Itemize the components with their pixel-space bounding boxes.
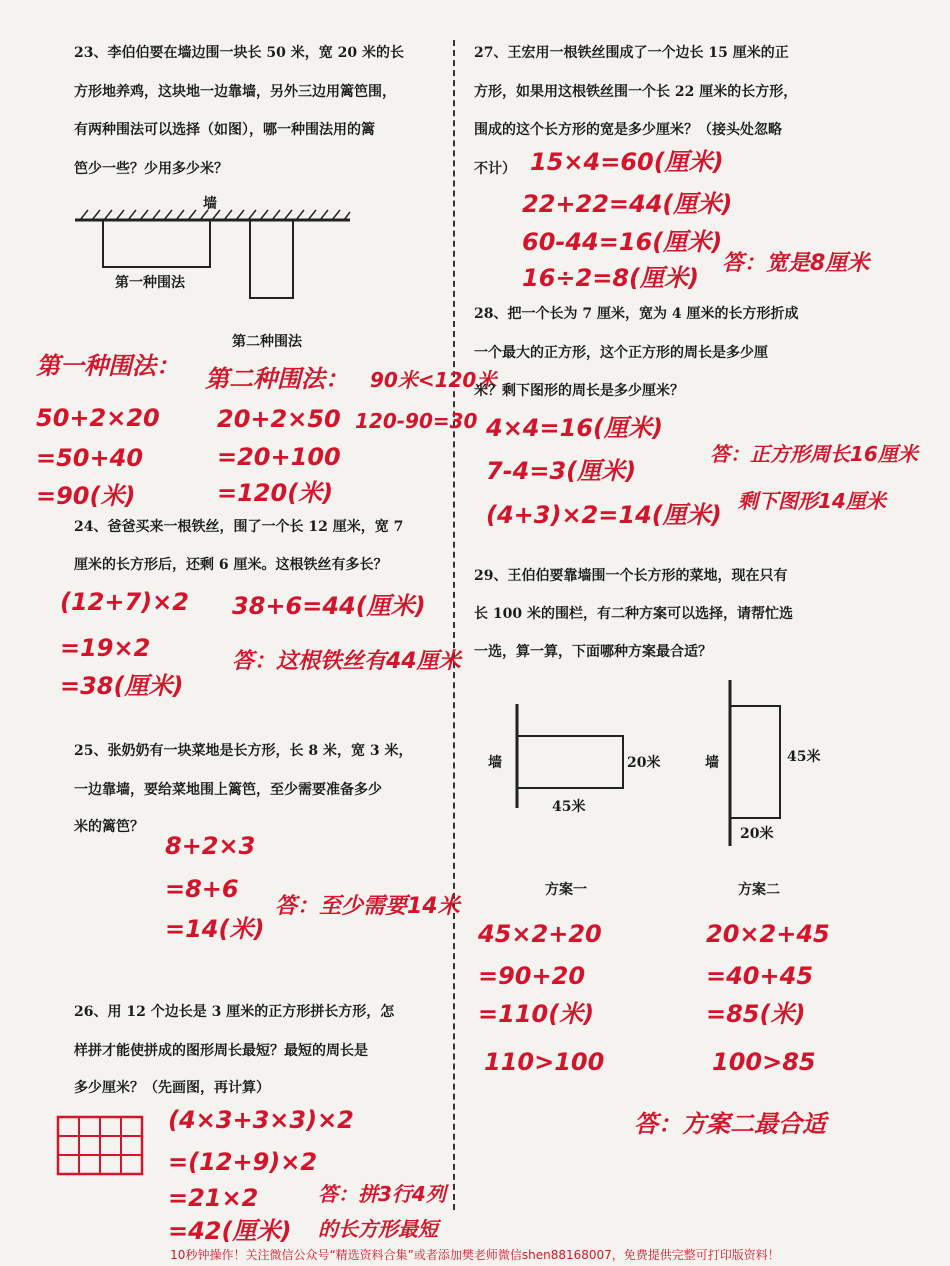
q26-grid-drawing [56, 1115, 146, 1177]
q26-work-2: =(12+9)×2 [168, 1148, 318, 1176]
q25-work-4: 答：至少需要14米 [275, 894, 460, 919]
q26-work-5: 答：拼3行4列 [318, 1182, 446, 1206]
q23-diagram [70, 195, 370, 335]
q23-method1-label: 第一种围法 [115, 275, 185, 291]
q29-work1-3: =110(米) [478, 1000, 595, 1028]
q24-work-4: 38+6=44(厘米) [232, 592, 426, 620]
q27-line-2: 方形，如果用这根铁丝围一个长 22 厘米的长方形， [474, 84, 798, 100]
q24-work-5: 答：这根铁丝有44厘米 [232, 649, 461, 674]
q28-work-3: (4+3)×2=14(厘米) [486, 501, 722, 529]
q27-work-3: 60-44=16(厘米) [522, 228, 723, 256]
q24-line-2: 厘米的长方形后，还剩 6 厘米。这根铁丝有多长？ [74, 557, 388, 573]
q27-line-3: 围成的这个长方形的宽是多少厘米？（接头处忽略 [474, 122, 782, 138]
q29-wall-label-2: 墙 [705, 755, 719, 771]
q28-work-5: 剩下图形14厘米 [738, 489, 886, 513]
q29-line-1: 29、王伯伯要靠墙围一个长方形的菜地，现在只有 [474, 568, 788, 584]
q26-work-6: 的长方形最短 [318, 1217, 438, 1241]
q29-work1-4: 110>100 [484, 1048, 605, 1076]
q25-work-2: =8+6 [165, 875, 239, 903]
q28-work-1: 4×4=16(厘米) [486, 414, 663, 442]
q27-work-4: 16÷2=8(厘米) [522, 264, 699, 292]
q23-work-3: =50+40 [36, 444, 144, 472]
q23-work-8: =120(米) [217, 479, 334, 507]
q29-work2-1: 20×2+45 [706, 920, 830, 948]
q26-line-1: 26、用 12 个边长是 3 厘米的正方形拼长方形，怎 [74, 1004, 395, 1020]
q27-line-1: 27、王宏用一根铁丝围成了一个边长 15 厘米的正 [474, 45, 789, 61]
q23-line-2: 方形地养鸡，这块地一边靠墙，另外三边用篱笆围， [74, 84, 396, 100]
q28-work-2: 7-4=3(厘米) [486, 457, 637, 485]
q23-line-1: 23、李伯伯要在墙边围一块长 50 米，宽 20 米的长 [74, 45, 404, 61]
q26-work-1: (4×3+3×3)×2 [168, 1106, 354, 1134]
q24-work-1: (12+7)×2 [60, 588, 189, 616]
q28-work-4: 答：正方形周长16厘米 [710, 442, 918, 466]
footer-notice: 10秒钟操作！关注微信公众号“精选资料合集”或者添加樊老师微信shen88168007，免费提供完整可打印版资料！ [170, 1248, 780, 1262]
q29-line-2: 长 100 米的围栏，有二种方案可以选择，请帮忙选 [474, 606, 793, 622]
q29-work2-3: =85(米) [706, 1000, 806, 1028]
q28-line-1: 28、把一个长为 7 厘米，宽为 4 厘米的长方形折成 [474, 306, 799, 322]
q23-line-3: 有两种围法可以选择（如图），哪一种围法用的篱 [74, 122, 375, 138]
q24-work-3: =38(厘米) [60, 672, 184, 700]
q23-work-6: 20+2×50 [217, 405, 341, 433]
q23-wall-label: 墙 [203, 196, 217, 212]
q23-work-2: 50+2×20 [36, 404, 160, 432]
q26-work-3: =21×2 [168, 1184, 259, 1212]
q29-work1-1: 45×2+20 [478, 920, 602, 948]
q26-line-2: 样拼才能使拼成的图形周长最短？最短的周长是 [74, 1043, 368, 1059]
q23-line-4: 笆少一些？少用多少米？ [74, 161, 228, 177]
q26-line-3: 多少厘米？（先画图，再计算） [74, 1080, 270, 1096]
q29-wall-label-1: 墙 [488, 755, 502, 771]
q27-line-4: 不计） [474, 161, 516, 177]
q23-method2-label: 第二种围法 [232, 334, 302, 350]
q29-plan2-title: 方案二 [738, 882, 780, 898]
q29-plan1-side: 20米 [627, 755, 661, 771]
q25-work-1: 8+2×3 [165, 832, 256, 860]
q23-work-10: 120-90=30 [355, 409, 478, 433]
q29-work2-4: 100>85 [712, 1048, 816, 1076]
q29-plan1-bottom: 45米 [552, 799, 586, 815]
q29-work1-2: =90+20 [478, 962, 586, 990]
q23-work-5: 第二种围法： [205, 365, 349, 393]
q29-plan1-title: 方案一 [545, 882, 587, 898]
column-divider [453, 40, 455, 1210]
q28-line-3: 米？剩下图形的周长是多少厘米？ [474, 383, 684, 399]
q27-work-5: 答：宽是8厘米 [722, 251, 870, 276]
q27-work-1: 15×4=60(厘米) [530, 148, 724, 176]
q29-work2-2: =40+45 [706, 962, 814, 990]
q25-line-1: 25、张奶奶有一块菜地是长方形，长 8 米，宽 3 米， [74, 743, 413, 759]
q26-work-4: =42(厘米) [168, 1217, 292, 1245]
q27-work-2: 22+22=44(厘米) [522, 190, 733, 218]
q23-work-1: 第一种围法： [36, 352, 180, 380]
q23-work-4: =90(米) [36, 482, 136, 510]
q24-line-1: 24、爸爸买来一根铁丝，围了一个长 12 厘米，宽 7 [74, 519, 404, 535]
q25-line-2: 一边靠墙，要给菜地围上篱笆，至少需要准备多少 [74, 782, 382, 798]
q25-work-3: =14(米) [165, 915, 265, 943]
q29-plan2-bottom: 20米 [740, 826, 774, 842]
q23-work-9: 90米<120米 [370, 368, 497, 392]
q29-line-3: 一选，算一算，下面哪种方案最合适？ [474, 644, 712, 660]
q24-work-2: =19×2 [60, 634, 151, 662]
q25-line-3: 米的篱笆？ [74, 819, 144, 835]
q28-line-2: 一个最大的正方形，这个正方形的周长是多少厘 [474, 345, 768, 361]
q29-plan2-side: 45米 [787, 749, 821, 765]
q29-answer: 答：方案二最合适 [634, 1110, 826, 1138]
q23-work-7: =20+100 [217, 443, 341, 471]
